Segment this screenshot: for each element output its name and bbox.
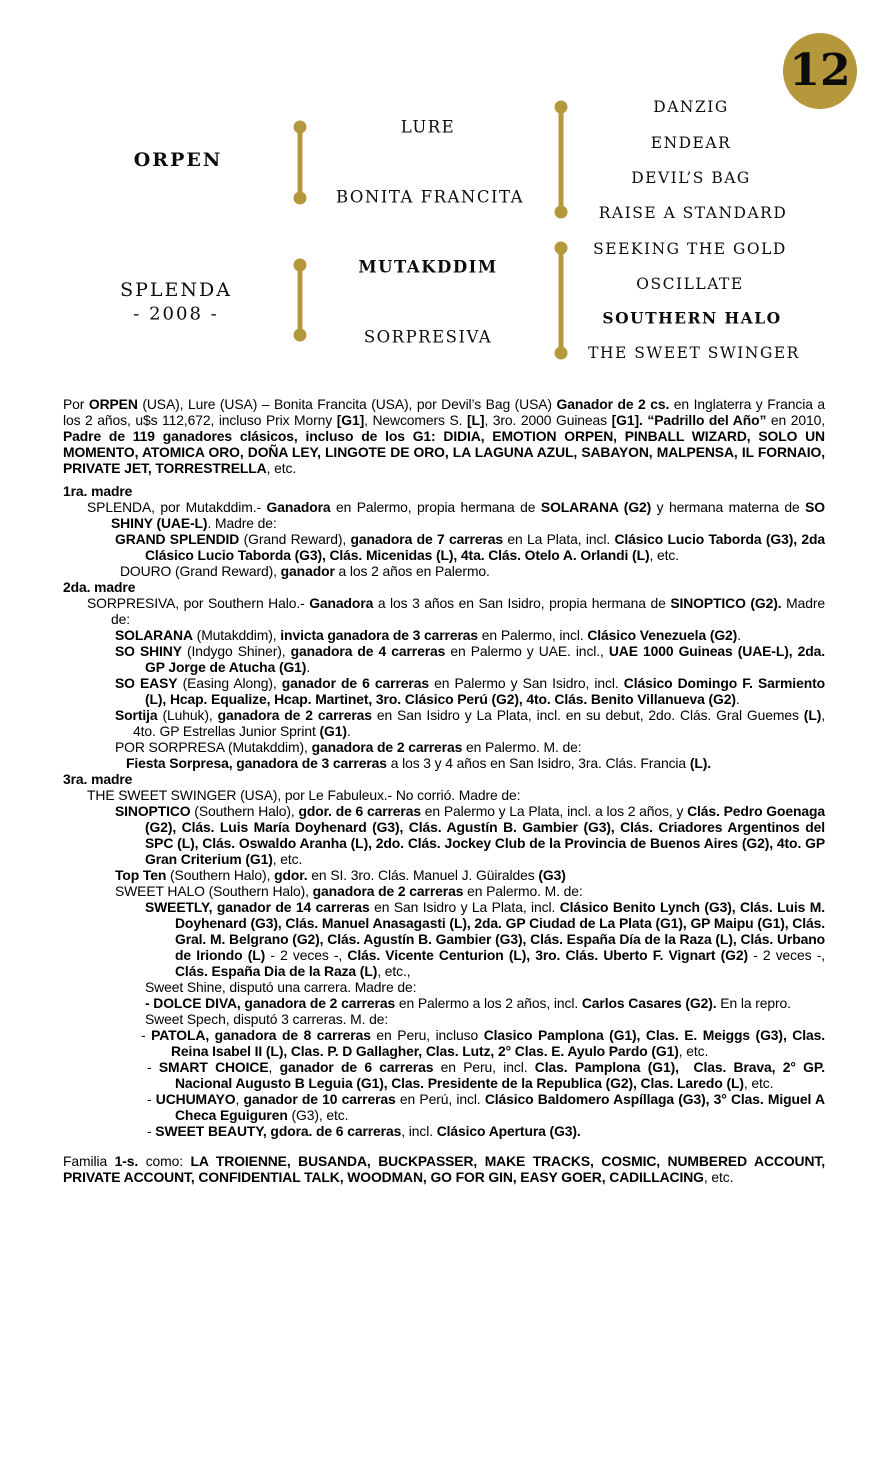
connector-dot	[294, 329, 307, 342]
connector-dot	[555, 206, 568, 219]
offspring-sweet-beauty: - SWEET BEAUTY, gdora. de 6 carreras, incl. Clásico Apertura (G3).	[147, 1123, 581, 1139]
connector-line	[298, 265, 303, 335]
lot-number: 12	[789, 45, 851, 96]
pedigree-subject-name: SPLENDA	[120, 279, 232, 301]
offspring-so-easy: SO EASY (Easing Along), ganador de 6 carreras en Palermo y San Isidro, incl. Clásico Domingo F. Sarmiento (L), Hcap. Equalize, Hcap. Martinet, 3ro. Clásico Perú (G2), 4to. Clás. Benito Villanueva (G2).	[115, 675, 825, 707]
offspring-sortija: Sortija (Luhuk), ganadora de 2 carreras en San Isidro y La Plata, incl. en su debut, 2do. Clás. Gral Guemes (L), 4to. GP Estrellas Junior Sprint (G1).	[115, 707, 825, 739]
offspring-solarana: SOLARANA (Mutakddim), invicta ganadora de 3 carreras en Palermo, incl. Clásico Venezuela (G2).	[115, 627, 741, 643]
offspring-por-sorpresa: POR SORPRESA (Mutakddim), ganadora de 2 carreras en Palermo. M. de:	[115, 739, 582, 755]
pedigree-gp-endear: ENDEAR	[650, 134, 732, 152]
pedigree-gp-seeking-the-gold: SEEKING THE GOLD	[593, 240, 787, 258]
connector-dot	[555, 101, 568, 114]
second-dam-header: 2da. madre	[63, 579, 136, 595]
offspring-sinoptico: SINOPTICO (Southern Halo), gdor. de 6 carreras en Palermo y La Plata, incl. a los 2 años, y Clás. Pedro Goenaga (G2), Clás. Luis María Doyhenard (G3), Clás. Agustín B. Gambier (G3), Clás. Criadores Argentinos del SPC (L), Clás. Oswaldo Aranha (L), 2do. Clás. Jockey Club de la Provincia de Buenos Aires (G2), 4to. GP Gran Criterium (G1), etc.	[115, 803, 825, 867]
third-dam: THE SWEET SWINGER (USA), por Le Fabuleux.- No corrió. Madre de:	[87, 787, 521, 803]
stallion-summary: Por ORPEN (USA), Lure (USA) – Bonita Francita (USA), por Devil’s Bag (USA) Ganador de 2 cs. en Inglaterra y Francia a los 2 años, u$s 112,672, incluso Prix Morny [G1], Newcomers S. [L], 3ro. 2000 Guineas [G1]. “Padrillo del Año” en 2010, Padre de 119 ganadores clásicos, incluso de los G1: DIDIA, EMOTION ORPEN, PINBALL WIZARD, SOLO UN MOMENTO, ATOMICA ORO, DOÑA LEY, LINGOTE DE ORO, LA LAGUNA AZUL, SABAYON, MALPENSA, IL FORNAIO, PRIVATE JET, TORRESTRELLA, etc.	[63, 396, 825, 476]
connector-dot	[294, 192, 307, 205]
offspring-dolce-diva: - DOLCE DIVA, ganadora de 2 carreras en Palermo a los 2 años, incl. Carlos Casares (G2). En la repro.	[145, 995, 791, 1011]
first-dam: SPLENDA, por Mutakddim.- Ganadora en Palermo, propia hermana de SOLARANA (G2) y hermana materna de SO SHINY (UAE-L). Madre de:	[87, 499, 825, 531]
second-dam: SORPRESIVA, por Southern Halo.- Ganadora a los 3 años en San Isidro, propia hermana de SINOPTICO (G2). Madre de:	[87, 595, 826, 627]
pedigree-gp-danzig: DANZIG	[653, 98, 729, 116]
offspring-sweet-shine: Sweet Shine, disputó una carrera. Madre de:	[145, 979, 417, 995]
pedigree-gp-the-sweet-swinger: THE SWEET SWINGER	[588, 344, 800, 362]
first-dam-header: 1ra. madre	[63, 483, 133, 499]
pedigree-text	[63, 396, 825, 1185]
pedigree-sire-dam: BONITA FRANCITA	[335, 187, 525, 207]
pedigree-gp-devils-bag: DEVIL’S BAG	[631, 169, 751, 187]
connector-line	[298, 127, 303, 198]
offspring-uchumayo: - UCHUMAYO, ganador de 10 carreras en Perú, incl. Clásico Baldomero Aspíllaga (G3), 3° Clas. Miguel A Checa Eguiguren (G3), etc.	[147, 1091, 825, 1123]
offspring-so-shiny: SO SHINY (Indygo Shiner), ganadora de 4 carreras en Palermo y UAE. incl., UAE 1000 Guineas (UAE-L), 2da. GP Jorge de Atucha (G1).	[115, 643, 825, 675]
pedigree-dam-sire: MUTAKDDIM	[358, 257, 498, 277]
offspring-sweet-spech: Sweet Spech, disputó 3 carreras. M. de:	[145, 1011, 389, 1027]
connector-dot	[555, 242, 568, 255]
pedigree-subject-year: - 2008 -	[133, 303, 219, 325]
connector-dot	[294, 121, 307, 134]
connector-line	[559, 248, 564, 353]
pedigree-gp-oscillate: OSCILLATE	[636, 275, 744, 293]
offspring-fiesta-sorpresa: Fiesta Sorpresa, ganadora de 3 carreras a los 3 y 4 años en San Isidro, 3ra. Clás. Francia (L).	[126, 755, 712, 771]
connector-line	[559, 107, 564, 212]
offspring-grand-splendid: GRAND SPLENDID (Grand Reward), ganadora de 7 carreras en La Plata, incl. Clásico Lucio Taborda (G3), 2da Clásico Lucio Taborda (G3), Clás. Micenidas (L), 4ta. Clás. Otelo A. Orlandi (L), etc.	[115, 531, 826, 563]
pedigree-dam-dam: SORPRESIVA	[363, 327, 493, 347]
offspring-douro: DOURO (Grand Reward), ganador a los 2 años en Palermo.	[120, 563, 490, 579]
pedigree-sire: ORPEN	[133, 149, 223, 171]
family-note: Familia 1-s. como: LA TROIENNE, BUSANDA, BUCKPASSER, MAKE TRACKS, COSMIC, NUMBERED ACCOUNT, PRIVATE ACCOUNT, CONFIDENTIAL TALK, WOODMAN, GO FOR GIN, EASY GOER, CADILLACING, etc.	[63, 1153, 825, 1185]
third-dam-header: 3ra. madre	[63, 771, 133, 787]
offspring-smart-choice: - SMART CHOICE, ganador de 6 carreras en Peru, incl. Clas. Pamplona (G1), Clas. Brava, 2° GP. Nacional Augusto B Leguia (G1), Clas. Presidente de la Republica (G2), Clas. Laredo (L), etc.	[147, 1059, 825, 1091]
offspring-top-ten: Top Ten (Southern Halo), gdor. en SI. 3ro. Clás. Manuel J. Güiraldes (G3)	[115, 867, 566, 883]
offspring-sweet-halo: SWEET HALO (Southern Halo), ganadora de 2 carreras en Palermo. M. de:	[115, 883, 583, 899]
offspring-sweetly: SWEETLY, ganador de 14 carreras en San Isidro y La Plata, incl. Clásico Benito Lynch (G3), Clás. Luis M. Doyhenard (G3), Clás. Manuel Anasagasti (L), 2da. GP Ciudad de La Plata (G1), GP Maipu (G1), Clás. Gral. M. Belgrano (G2), Clás. Agustín B. Gambier (G3), Clás. España Día de la Raza (L), Clás. Urbano de Iriondo (L) - 2 veces -, Clás. Vicente Centurion (L), 3ro. Clás. Uberto F. Vignart (G2) - 2 veces -, Clás. España Dia de la Raza (L), etc.,	[145, 899, 826, 979]
pedigree-gp-southern-halo: SOUTHERN HALO	[602, 308, 782, 328]
pedigree-gp-raise-a-standard: RAISE A STANDARD	[598, 204, 788, 222]
pedigree-chart	[0, 0, 887, 382]
connector-dot	[555, 347, 568, 360]
offspring-patola: - PATOLA, ganadora de 8 carreras en Peru, incluso Clasico Pamplona (G1), Clas. E. Meiggs (G3), Clas. Reina Isabel II (L), Clas. P. D Gallagher, Clas. Lutz, 2° Clas. E. Ayulo Pardo (G1), etc.	[141, 1027, 825, 1059]
pedigree-sire-sire: LURE	[400, 117, 456, 137]
connector-dot	[294, 259, 307, 272]
